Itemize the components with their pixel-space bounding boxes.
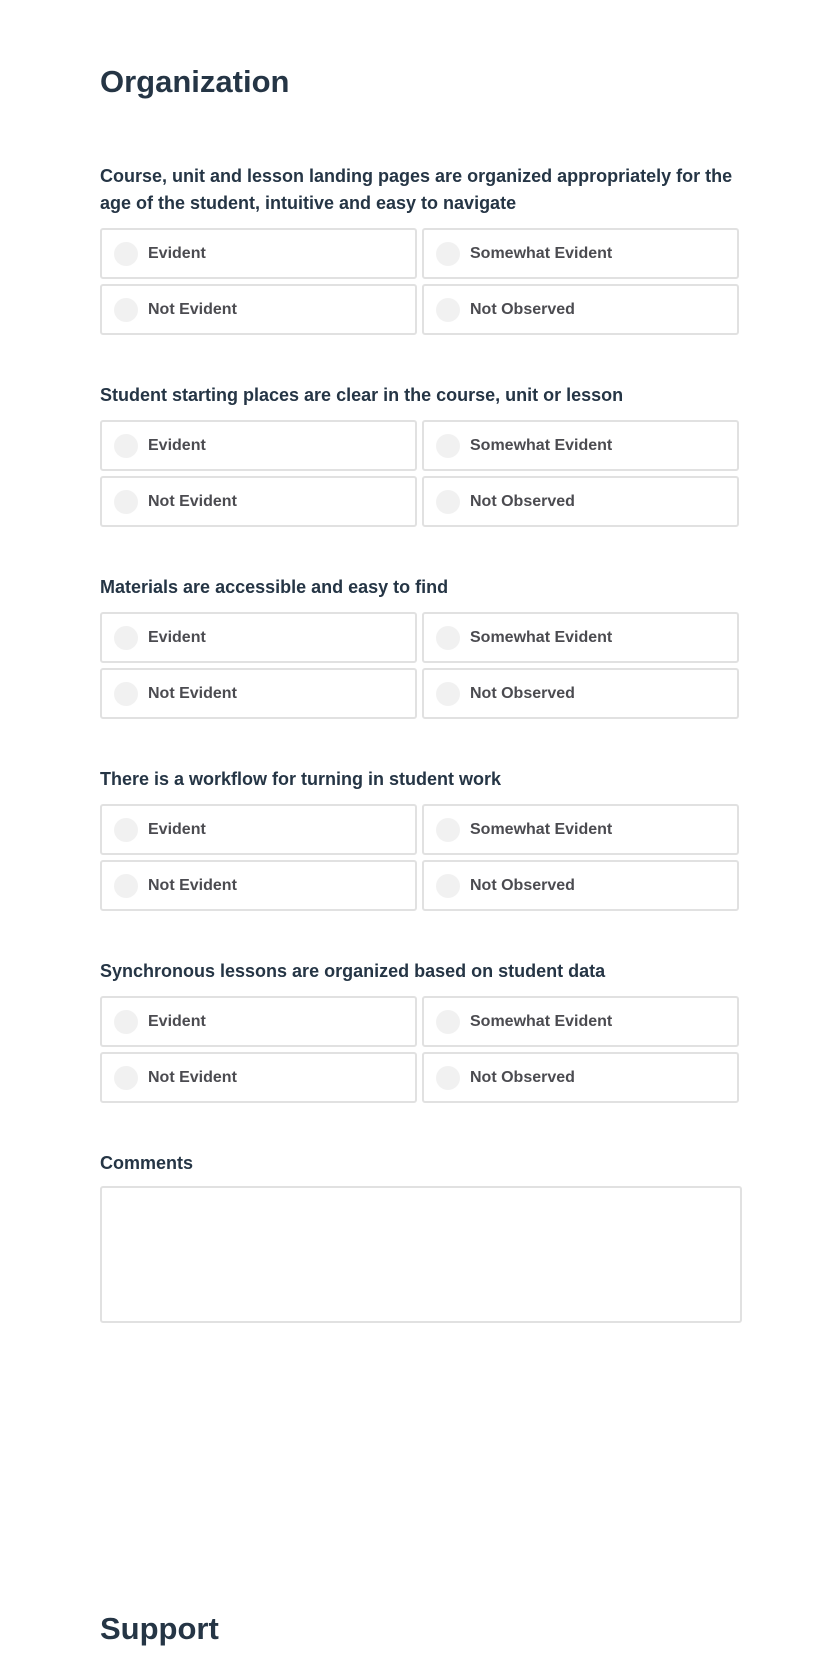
comments-textarea[interactable] <box>100 1186 742 1323</box>
radio-circle-icon[interactable] <box>436 682 460 706</box>
option-label: Not Evident <box>148 1068 237 1086</box>
option-label: Not Evident <box>148 492 237 510</box>
question-label: Student starting places are clear in the course, unit or lesson <box>100 385 624 405</box>
option-label: Evident <box>148 628 206 646</box>
option-not-observed[interactable] <box>422 476 739 527</box>
radio-circle-icon[interactable] <box>436 298 460 322</box>
radio-circle-icon[interactable] <box>436 434 460 458</box>
option-evident[interactable] <box>100 228 417 279</box>
question-5 <box>100 958 740 1103</box>
radio-group <box>100 420 740 527</box>
option-label: Somewhat Evident <box>470 628 613 646</box>
option-somewhat-evident[interactable] <box>422 228 739 279</box>
radio-group <box>100 804 740 911</box>
radio-group <box>100 612 740 719</box>
option-somewhat-evident[interactable] <box>422 612 739 663</box>
question-label: There is a workflow for turning in student work <box>100 769 502 789</box>
option-somewhat-evident[interactable] <box>422 804 739 855</box>
option-label: Not Evident <box>148 876 237 894</box>
option-label: Not Evident <box>148 300 237 318</box>
radio-circle-icon[interactable] <box>114 298 138 322</box>
option-label: Evident <box>148 244 206 262</box>
radio-circle-icon[interactable] <box>436 874 460 898</box>
option-not-evident[interactable] <box>100 860 417 911</box>
section-title-organization: Organization <box>100 64 290 99</box>
question-label: Course, unit and lesson landing pages are organized appropriately for the age of the student, intuitive and easy to navigate <box>100 166 733 213</box>
option-label: Evident <box>148 1012 206 1030</box>
radio-circle-icon[interactable] <box>114 626 138 650</box>
option-label: Not Observed <box>470 1068 575 1086</box>
option-not-evident[interactable] <box>100 668 417 719</box>
radio-circle-icon[interactable] <box>436 490 460 514</box>
question-label: Materials are accessible and easy to find <box>100 577 449 597</box>
option-not-observed[interactable] <box>422 668 739 719</box>
radio-circle-icon[interactable] <box>114 874 138 898</box>
option-evident[interactable] <box>100 420 417 471</box>
radio-circle-icon[interactable] <box>436 1010 460 1034</box>
option-evident[interactable] <box>100 804 417 855</box>
option-label: Evident <box>148 820 206 838</box>
option-somewhat-evident[interactable] <box>422 996 739 1047</box>
question-3 <box>100 574 740 719</box>
radio-circle-icon[interactable] <box>114 1066 138 1090</box>
question-4 <box>100 766 740 911</box>
radio-circle-icon[interactable] <box>114 682 138 706</box>
radio-circle-icon[interactable] <box>114 242 138 266</box>
option-label: Evident <box>148 436 206 454</box>
option-not-observed[interactable] <box>422 860 739 911</box>
option-label: Somewhat Evident <box>470 1012 613 1030</box>
radio-circle-icon[interactable] <box>114 434 138 458</box>
section-title-support: Support <box>100 1611 219 1646</box>
question-1 <box>100 163 740 335</box>
radio-circle-icon[interactable] <box>114 1010 138 1034</box>
radio-circle-icon[interactable] <box>436 1066 460 1090</box>
question-label: Synchronous lessons are organized based on student data <box>100 961 606 981</box>
option-not-observed[interactable] <box>422 1052 739 1103</box>
option-label: Somewhat Evident <box>470 436 613 454</box>
option-evident[interactable] <box>100 612 417 663</box>
option-label: Somewhat Evident <box>470 244 613 262</box>
question-2 <box>100 382 740 527</box>
option-label: Not Observed <box>470 300 575 318</box>
option-label: Not Observed <box>470 876 575 894</box>
radio-circle-icon[interactable] <box>436 818 460 842</box>
option-not-observed[interactable] <box>422 284 739 335</box>
comments-label: Comments <box>100 1153 194 1173</box>
option-somewhat-evident[interactable] <box>422 420 739 471</box>
comments-field-group <box>100 1150 742 1323</box>
option-evident[interactable] <box>100 996 417 1047</box>
radio-group <box>100 996 740 1103</box>
radio-circle-icon[interactable] <box>436 242 460 266</box>
option-not-evident[interactable] <box>100 1052 417 1103</box>
radio-circle-icon[interactable] <box>114 490 138 514</box>
option-label: Somewhat Evident <box>470 820 613 838</box>
radio-circle-icon[interactable] <box>436 626 460 650</box>
option-not-evident[interactable] <box>100 476 417 527</box>
radio-group <box>100 228 740 335</box>
option-label: Not Observed <box>470 492 575 510</box>
option-label: Not Observed <box>470 684 575 702</box>
option-not-evident[interactable] <box>100 284 417 335</box>
option-label: Not Evident <box>148 684 237 702</box>
radio-circle-icon[interactable] <box>114 818 138 842</box>
